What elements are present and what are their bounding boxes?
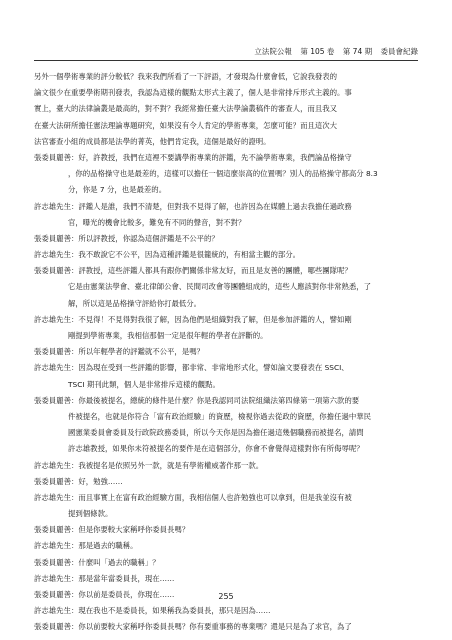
page-number: 255 — [218, 592, 234, 601]
transcript-line: 許志雄先生：我不敢說它不公平，因為這種評鑑是很籠統的，有相當主觀的部分。 — [34, 250, 301, 260]
transcript-body — [34, 69, 418, 636]
transcript-line: 解，所以這是品格操守評給你打最低分。 — [68, 298, 202, 308]
transcript-line: 張委員麗善：好，許教授，我們在這裡不要講學術專業的評鑑，先不論學術專業，我們論品格操守 — [34, 152, 352, 162]
transcript-line: 張委員麗善：所以年輕學者的評鑑就不公平，是嗎？ — [34, 347, 204, 357]
transcript-line: 剛提到學術專業，我相信那個一定是很年輕的學者在評斷的。 — [68, 331, 268, 340]
transcript-line: 分，你是 7 分，也是最差的。 — [68, 185, 167, 195]
transcript-line: 許志雄教授，如果你未符被提名的要件是在這個部分，你會不會覺得這樣對你有所侮辱呢？ — [68, 444, 364, 454]
transcript-line: 實上，臺大的法律論叢是最高的，對不對？我經常擔任臺大法學論叢稿件的審查人，而且我又 — [34, 104, 338, 114]
transcript-line: 件被提名，也就是你符合「富有政治經驗」的資歷，檢視你過去從政的資歷，你擔任過中華民 — [68, 411, 372, 421]
transcript-line: 張委員麗善：什麼叫「過去的職稱」？ — [34, 557, 160, 567]
publication-title: 立法院公報 — [254, 47, 292, 56]
section-title: 委員會紀錄 — [380, 47, 418, 56]
transcript-line: 在臺大法研所擔任憲法理論專題研究，如果沒有令人肯定的學術專業，怎麼可能？而且這次大 — [34, 120, 338, 130]
transcript-line: 論文很少在重要學術期刊發表，我認為這樣的觀點太形式主義了，個人是非常排斥形式主義的。事 — [34, 88, 352, 98]
transcript-line: 許志雄先生：因為現在受到一些評鑑的影響，都非常、非常地形式化，譬如論文要發表在 SSCI、 — [34, 363, 349, 373]
transcript-line: 張委員麗善：評教授，這些評鑑人都具有跟你們關係非常友好，而且是友善的團體，哪些團隊呢？ — [34, 266, 352, 276]
transcript-line: 許志雄先生：不見得！不見得對我很了解，因為他們是組織對我了解，但是參加評鑑的人，譬如剛 — [34, 314, 352, 324]
transcript-line: 許志雄先生：那是當年當委員長，現在…… — [34, 573, 175, 583]
transcript-line: 國憲業委員會委員及行政院政務委員，所以今天你是因為擔任過這幾個職務而被提名，請問 — [68, 428, 364, 438]
transcript-line: 許志雄先生：評鑑人是誰，我們不清楚，但對我不見得了解，也許因為在媒體上過去我擔任過政務 — [34, 201, 352, 211]
transcript-line: 張委員麗善：你以前要較大家稱呼你委員長嗎？你有要重事務的專業嗎？還是只是為了求官，為了 — [34, 622, 352, 632]
volume-number: 第 105 卷 — [300, 47, 335, 56]
transcript-line: 張委員麗善：你最後被提名，總統的條件是什麼？你是我認同司法院組織法第四條第一項第六款的要 — [34, 395, 360, 405]
transcript-line: 許志雄先生：現在我也不是委員長，如果稱我為委員長，那只是因為…… — [34, 606, 271, 616]
transcript-line: 許志雄先生：我被提名是依照另外一款，就是有學術權威著作那一款。 — [34, 460, 264, 470]
transcript-line: TSCI 期刊此類，個人是非常排斥這樣的觀點。 — [68, 379, 220, 389]
transcript-line: 另外一個學術專業的評分較低？我來我們所看了一下評語，才發現為什麼會低，它說我發表的 — [34, 72, 338, 81]
transcript-line: 張委員麗善：所以評教授，你認為這個評鑑是不公平的？ — [34, 233, 219, 243]
header-divider — [34, 60, 418, 61]
transcript-line: 它是由憲業法學會、臺北律師公會、民間司改會等團體組成的，這些人應該對你非常熟悉，了 — [68, 282, 372, 292]
transcript-line: 許志雄先生：那是過去的職稱。 — [34, 541, 138, 551]
transcript-line: 官，曝光的機會比較多，難免有不同的聲音，對不對？ — [68, 217, 246, 227]
transcript-line: 法官審查小組的成員都是法學的菁英，他們肯定我，這個是最好的證明。 — [34, 136, 271, 146]
transcript-line: ，你的品格操守也是最差的，這樣可以擔任一個這麼崇高的位置嗎？別人的品格操守都高分 8.3 — [68, 169, 378, 179]
transcript-line: 張委員麗善：好，勉強…… — [34, 476, 123, 486]
transcript-line: 張委員麗善：但是你要較大家稱呼你委員長嗎？ — [34, 525, 190, 535]
transcript-line: 許志雄先生：而且事實上在富有政治經驗方面，我相信個人也許勉強也可以拿到，但是我並沒有被 — [34, 492, 352, 502]
page-header — [244, 46, 418, 58]
issue-number: 第 74 期 — [342, 47, 373, 56]
transcript-line: 張委員麗善：你以前是委員長，你現在…… — [34, 590, 175, 599]
transcript-line: 提到個條款。 — [68, 509, 113, 519]
